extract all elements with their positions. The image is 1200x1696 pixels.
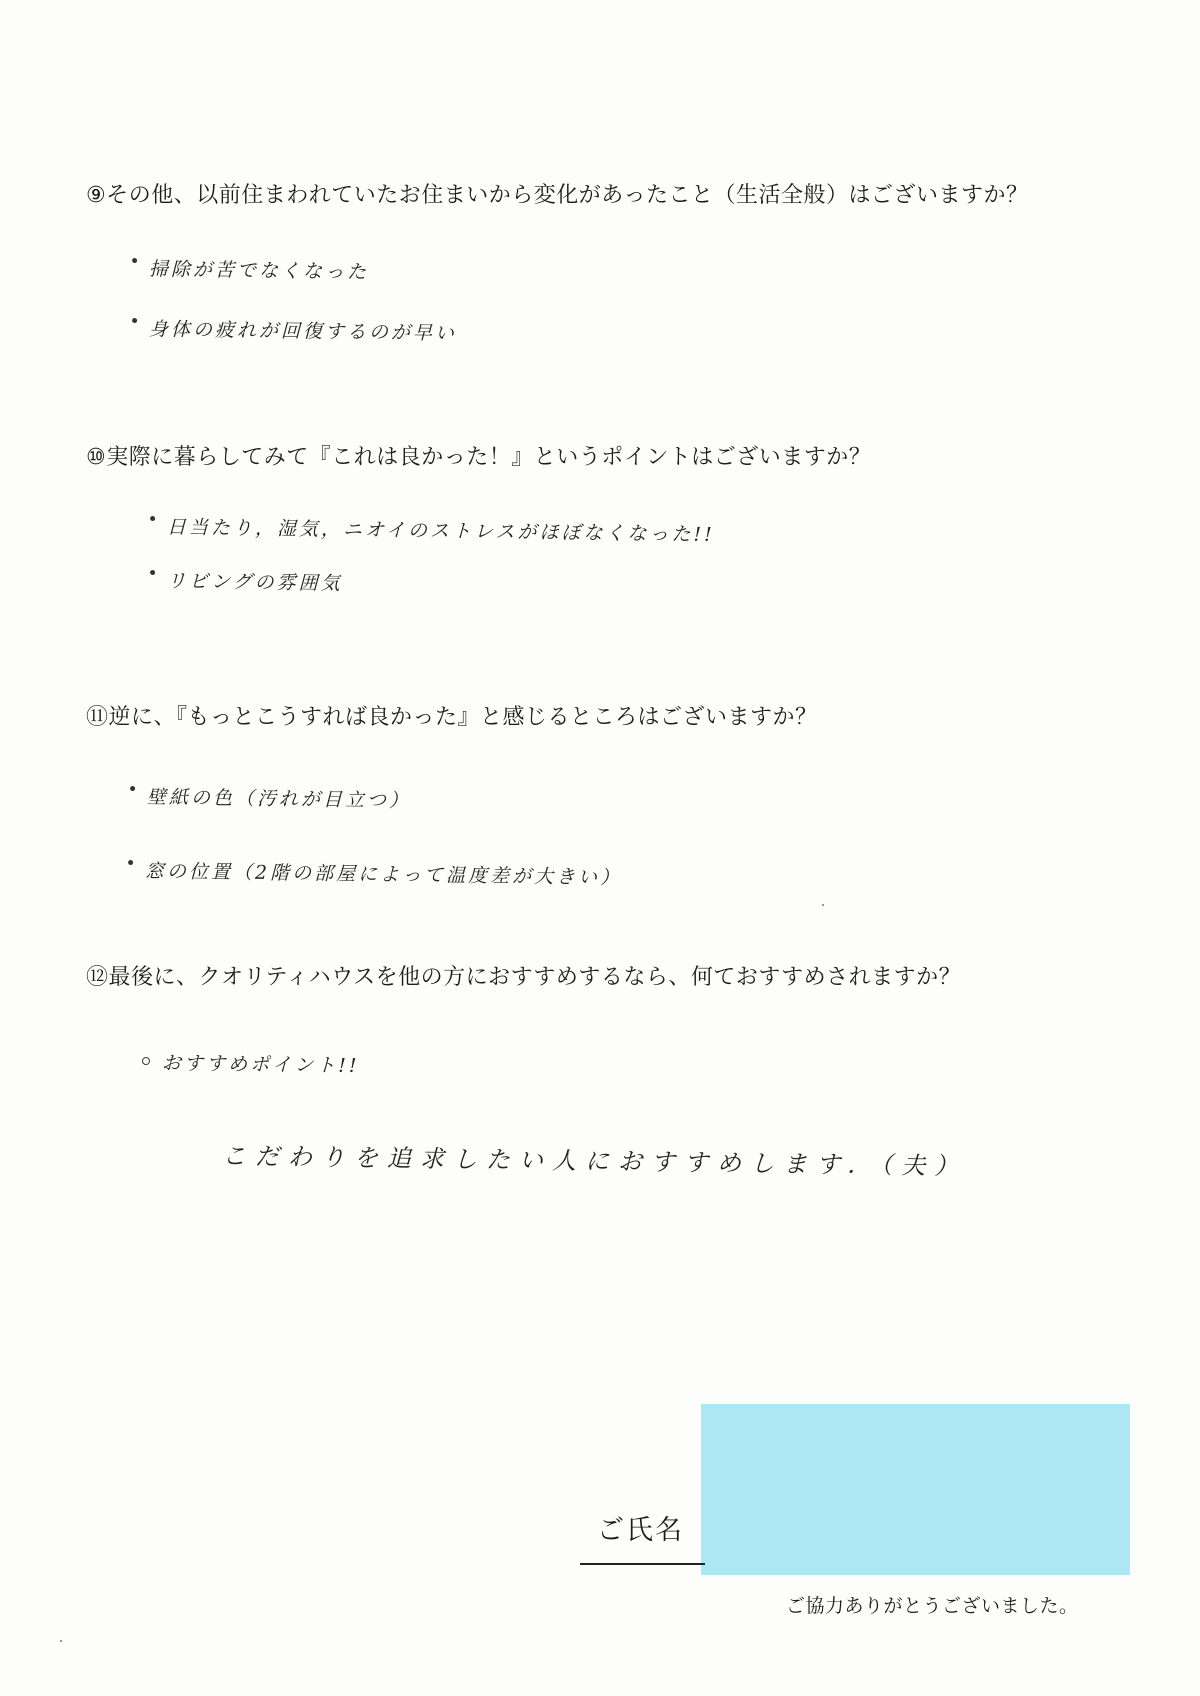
question-11: ⑪逆に、『もっとこうすれば良かった』と感じるところはございますか？ — [86, 705, 818, 730]
answer-9-1-text: 掃除が苦でなくなった — [148, 258, 370, 284]
answer-11-1-text: 壁紙の色（汚れが目立つ） — [146, 786, 412, 812]
bullet-dot-icon — [150, 516, 155, 521]
answer-10-1 — [150, 512, 715, 547]
name-label: ご氏名 — [597, 1515, 684, 1546]
question-10: ⑩実際に暮らしてみて『これは良かった！』というポイントはございますか？ — [86, 445, 872, 470]
answer-10-1-text: 日当たり，湿気，ニオイのストレスがほぼなくなった!! — [166, 516, 715, 546]
name-underline — [580, 1563, 705, 1565]
question-12: ⑫最後に、クオリティハウスを他の方におすすめするなら、何ておすすめされますか？ — [86, 965, 962, 990]
answer-11-2-text: 窓の位置（2階の部屋によって温度差が大きい） — [144, 860, 623, 889]
closing-message: ご協力ありがとうございました。 — [786, 1595, 1079, 1617]
answer-10-2 — [150, 566, 343, 596]
answer-9-2-text: 身体の疲れが回復するのが早い — [148, 318, 458, 345]
bullet-dot-icon — [132, 258, 137, 263]
answer-12-heading — [142, 1048, 360, 1078]
bullet-dot-icon — [150, 570, 155, 575]
scan-speck — [822, 904, 824, 906]
answer-9-2 — [132, 314, 457, 346]
answer-12-heading-text: おすすめポイント!! — [161, 1052, 360, 1078]
bullet-ring-icon — [142, 1057, 150, 1065]
answer-11-1 — [130, 782, 411, 813]
scan-speck — [60, 1640, 62, 1642]
answer-11-2 — [128, 856, 622, 890]
bullet-dot-icon — [132, 318, 137, 323]
answer-12-text: こだわりを追求したい人におすすめします．（夫） — [221, 1142, 968, 1181]
answer-10-2-text: リビングの雰囲気 — [166, 570, 343, 595]
name-redaction-box — [701, 1404, 1130, 1575]
answer-9-1 — [132, 254, 369, 284]
bullet-dot-icon — [128, 860, 133, 865]
question-9: ⑨その他、以前住まわれていたお住まいから変化があったこと（生活全般）はございますか？ — [86, 183, 1029, 208]
bullet-dot-icon — [130, 786, 135, 791]
